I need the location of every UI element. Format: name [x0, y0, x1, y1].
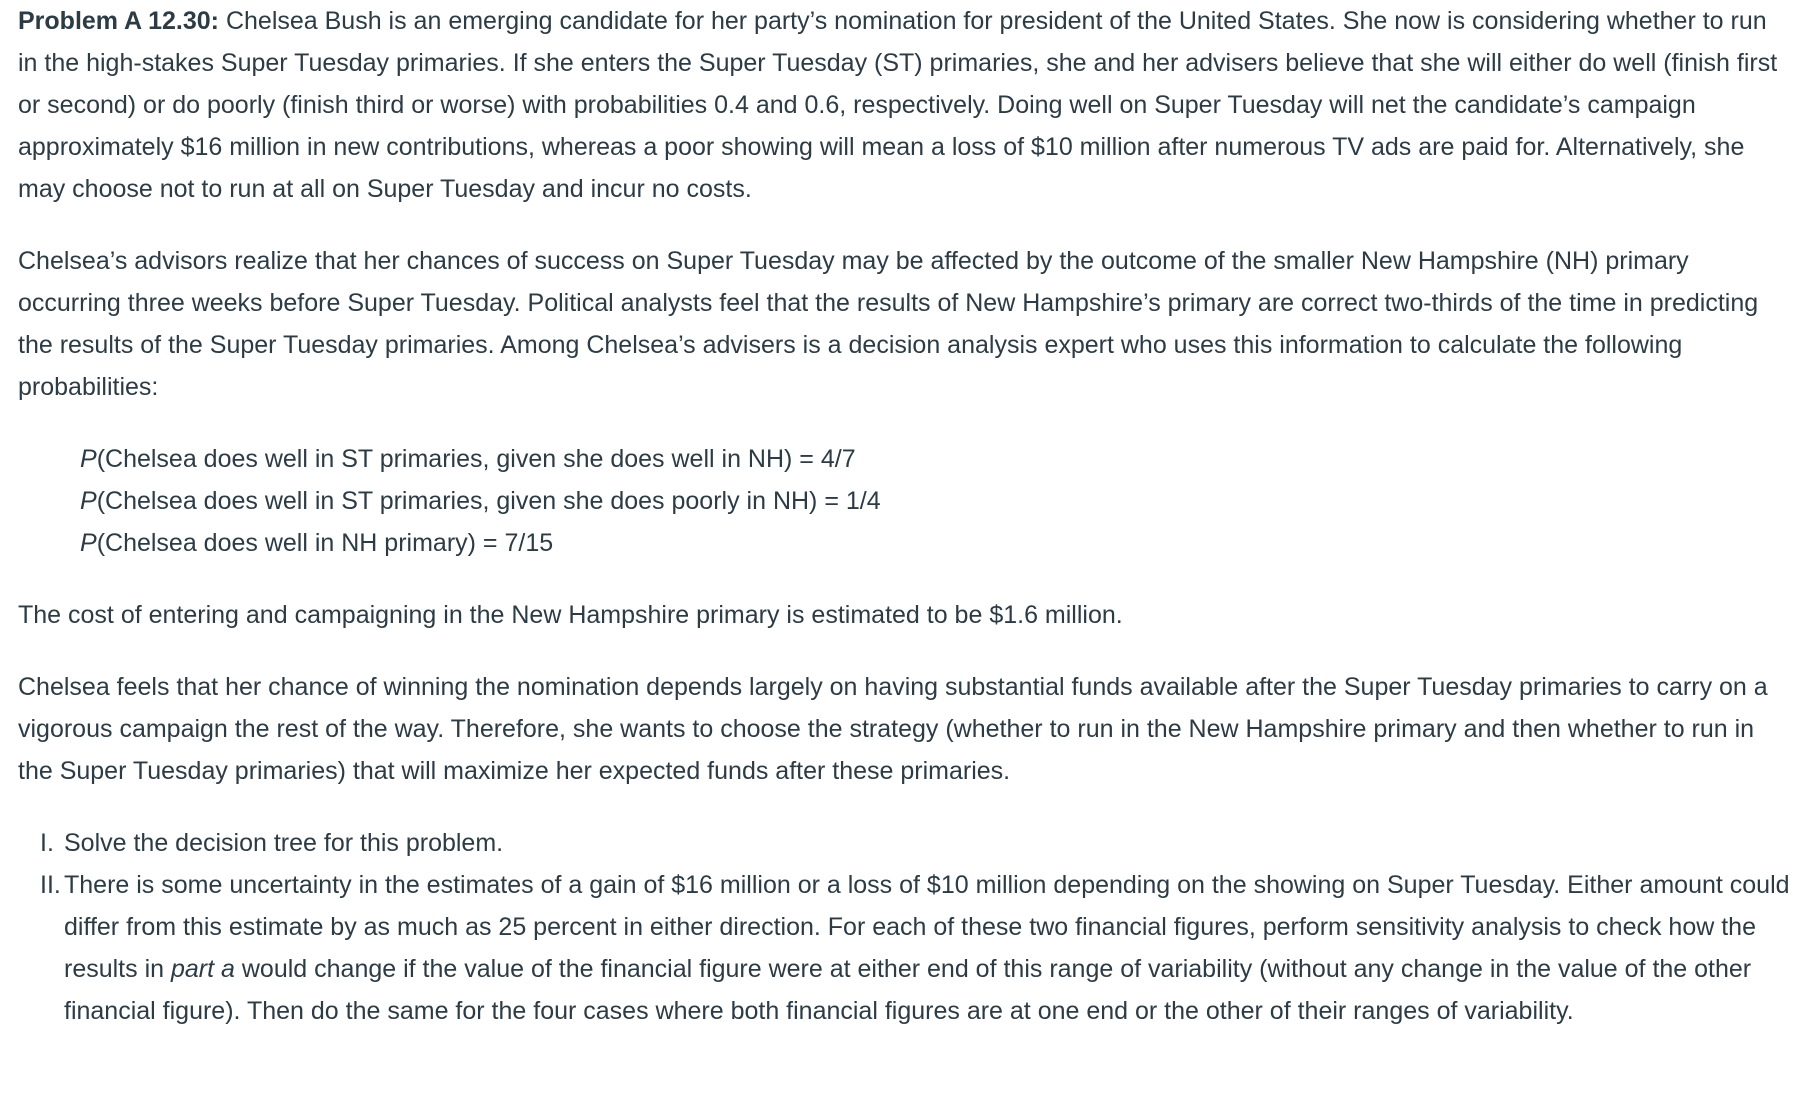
question-text [64, 871, 1790, 1025]
probability-line [80, 480, 1793, 522]
probability-line [80, 522, 1793, 564]
probability-text: (Chelsea does well in ST primaries, given she does poorly in NH) = 1/4 [96, 487, 881, 515]
question-text-part: would change if the value of the financial figure were at either end of this range of variability (without any change in the value of the other financial figure). Then do the same for the four cases where both financial figures are at one end or the other of their ranges of variability. [64, 955, 1752, 1025]
probability-list [18, 438, 1793, 564]
question-text-part: There is some uncertainty in the estimates of a gain of $16 million or a loss of $10 million depending on the showing on Super Tuesday. Either amount could differ from this estimate by as much as 25 percent in either direction. For each of these two financial figures, perform sensitivity analysis to check how the results in [64, 871, 1790, 983]
advisors-paragraph: Chelsea’s advisors realize that her chances of success on Super Tuesday may be affected by the outcome of the smaller New Hampshire (NH) primary occurring three weeks before Super Tuesday. Political analysts feel that the results of New Hampshire’s primary are correct two-thirds of the time in predicting the results of the Super Tuesday primaries. Among Chelsea’s advisers is a decision analysis expert who uses this information to calculate the following probabilities: [18, 247, 1759, 401]
probability-line [80, 438, 1793, 480]
question-text: Solve the decision tree for this problem. [64, 829, 504, 857]
question-item [18, 864, 1793, 1032]
question-number: I. [40, 829, 54, 857]
question-number: II. [40, 871, 61, 899]
problem-label: Problem A 12.30: [18, 7, 220, 35]
probability-symbol: P [80, 529, 97, 557]
probability-symbol: P [80, 445, 97, 473]
probability-text: (Chelsea does well in ST primaries, given she does well in NH) = 4/7 [96, 445, 856, 473]
problem-intro-paragraph [18, 0, 1793, 210]
probability-symbol: P [80, 487, 97, 515]
probability-text: (Chelsea does well in NH primary) = 7/15 [96, 529, 554, 557]
question-list [18, 822, 1793, 1032]
question-item [18, 822, 1793, 864]
part-reference: part a [170, 955, 235, 983]
cost-paragraph: The cost of entering and campaigning in the New Hampshire primary is estimated to be $1.6 million. [18, 601, 1123, 629]
problem-intro-text: Chelsea Bush is an emerging candidate for her party’s nomination for president of the United States. She now is considering whether to run in the high-stakes Super Tuesday primaries. If she enters the Super Tuesday (ST) primaries, she and her advisers believe that she will either do well (finish first or second) or do poorly (finish third or worse) with probabilities 0.4 and 0.6, respectively. Doing well on Super Tuesday will net the candidate’s campaign approximately $16 million in new contributions, whereas a poor showing will mean a loss of $10 million after numerous TV ads are paid for. Alternatively, she may choose not to run at all on Super Tuesday and incur no costs. [18, 7, 1778, 203]
strategy-paragraph: Chelsea feels that her chance of winning the nomination depends largely on having substantial funds available after the Super Tuesday primaries to carry on a vigorous campaign the rest of the way. Therefore, she wants to choose the strategy (whether to run in the New Hampshire primary and then whether to run in the Super Tuesday primaries) that will maximize her expected funds after these primaries. [18, 673, 1768, 785]
